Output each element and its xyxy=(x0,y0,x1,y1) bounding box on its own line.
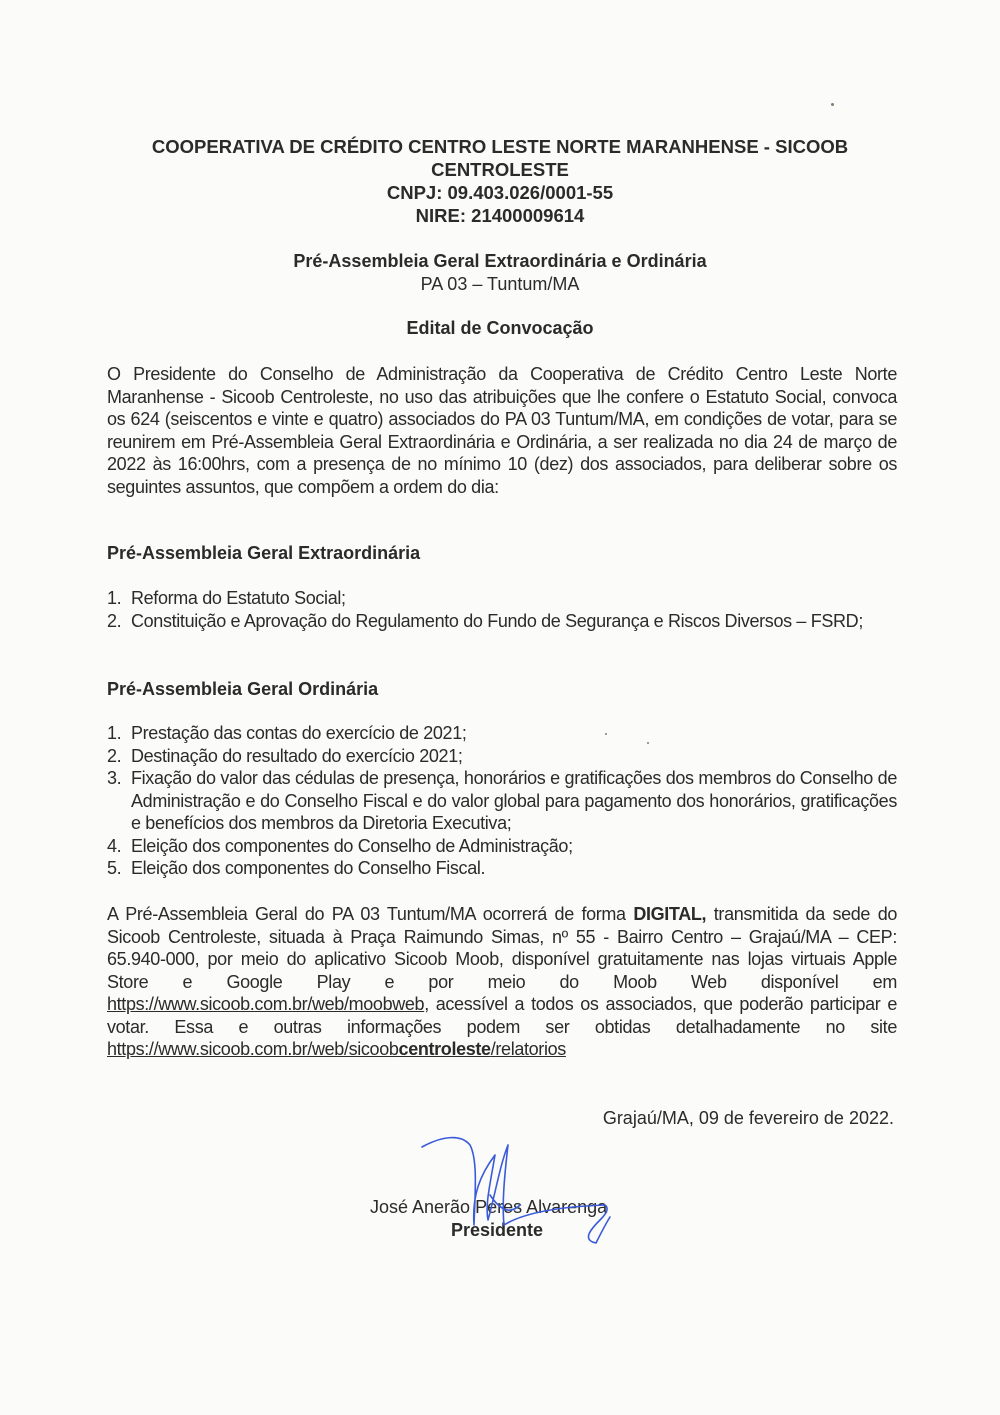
ordinary-heading: Pré-Assembleia Geral Ordinária xyxy=(107,679,379,699)
agenda-item: 1. Reforma do Estatuto Social; xyxy=(107,588,346,608)
signer-role: Presidente xyxy=(451,1220,544,1240)
signer-name: José Anerão Peres Alvarenga xyxy=(370,1197,608,1217)
scan-speck xyxy=(647,742,649,744)
place-date: Grajaú/MA, 09 de fevereiro de 2022. xyxy=(602,1108,894,1128)
meeting-location: PA 03 – Tuntum/MA xyxy=(420,274,580,294)
scan-speck xyxy=(605,733,607,735)
agenda-item: 5. Eleição dos componentes do Conselho Fiscal. xyxy=(107,858,486,878)
agenda-item: 3. Fixação do valor das cédulas de presença, honorários e gratificações dos membros do Conselho de Administração e do Conselho Fiscal e do valor global para pagamento dos honorários, gratificações e benefícios dos membros da Diretoria Executiva; xyxy=(107,768,897,833)
agenda-item: 4. Eleição dos componentes do Conselho de Administração; xyxy=(107,835,573,856)
org-name-line1: COOPERATIVA DE CRÉDITO CENTRO LESTE NORTE MARANHENSE - SICOOB xyxy=(151,136,849,157)
extraordinary-heading: Pré-Assembleia Geral Extraordinária xyxy=(107,543,421,563)
digital-meeting-paragraph: A Pré-Assembleia Geral do PA 03 Tuntum/MA ocorrerá de forma DIGITAL, transmitida da sede do Sicoob Centroleste, situada à Praça Raimundo Simas, nº 55 - Bairro Centro – Grajaú/MA – CEP: 65.940-000, por meio do aplicativo Sicoob Moob, disponível gratuitamente nas lojas virtuais Apple Store e Google Play e por meio do Moob Web disponível em https://www.sicoob.com.br/web/moobweb, acessível a todos os associados, que poderão participar e votar. Essa e outras informações podem ser obtidas detalhadamente no site https://www.sicoob.com.br/web/sicoobcentroleste/relatorios xyxy=(107,904,898,1059)
cnpj: CNPJ: 09.403.026/0001-55 xyxy=(386,182,614,203)
moobweb-link[interactable]: https://www.sicoob.com.br/web/moobweb xyxy=(107,994,425,1014)
reports-link[interactable]: https://www.sicoob.com.br/web/sicoobcentroleste/relatorios xyxy=(107,1039,566,1059)
agenda-item: 2. Destinação do resultado do exercício 2021; xyxy=(107,745,463,766)
nire: NIRE: 21400009614 xyxy=(415,205,585,226)
doc-type-title: Edital de Convocação xyxy=(406,318,594,338)
extraordinary-agenda xyxy=(107,587,897,632)
scan-speck xyxy=(831,103,834,106)
org-name-line2: CENTROLESTE xyxy=(431,159,569,180)
intro-paragraph: O Presidente do Conselho de Administração da Cooperativa de Crédito Centro Leste Norte Maranhense - Sicoob Centroleste, no uso das atribuições que lhe confere o Estatuto Social, convoca os 624 (seiscentos e vinte e quatro) associados do PA 03 Tuntum/MA, em condições de votar, para se reunirem em Pré-Assembleia Geral Extraordinária e Ordinária, a ser realizada no dia 24 de março de 2022 às 16:00hrs, com a presença de no mínimo 10 (dez) dos associados, para deliberar sobre os seguintes assuntos, que compõem a ordem do dia: xyxy=(107,364,897,497)
meeting-title: Pré-Assembleia Geral Extraordinária e Ordinária xyxy=(293,251,707,271)
ordinary-agenda xyxy=(107,722,897,880)
handwritten-signature xyxy=(400,1125,660,1255)
agenda-item: 1. Prestação das contas do exercício de 2021; xyxy=(107,723,467,743)
agenda-item: 2. Constituição e Aprovação do Regulamento do Fundo de Segurança e Riscos Diversos – FSRD; xyxy=(107,610,863,631)
